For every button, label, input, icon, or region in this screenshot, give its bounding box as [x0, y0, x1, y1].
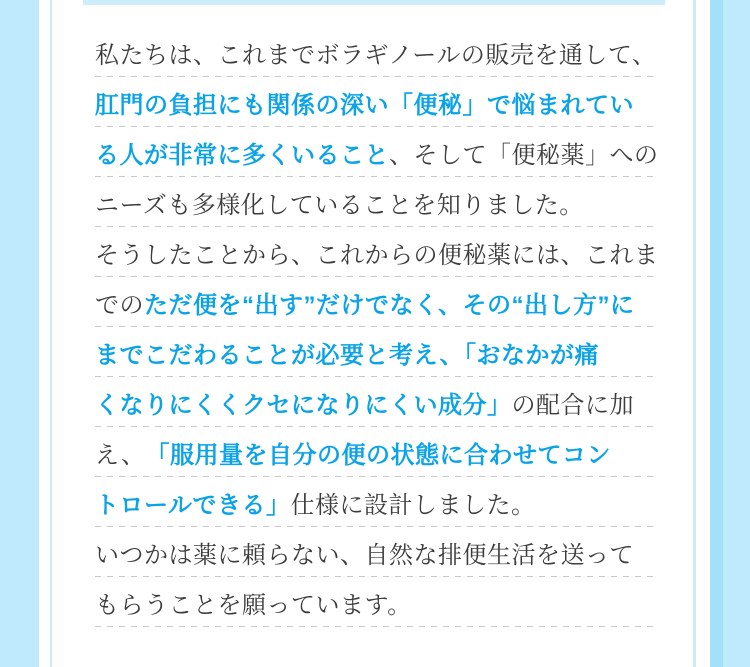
text-segment: 仕様に設計しました。 — [290, 491, 536, 519]
text-segment: トロールできる」 — [95, 491, 291, 519]
paragraph-line — [95, 427, 655, 477]
paragraph-line — [95, 277, 655, 327]
paragraph-line — [95, 77, 655, 127]
top-blue-strip — [83, 0, 665, 5]
paragraph-line — [95, 377, 655, 427]
paragraph-line — [95, 327, 655, 377]
paragraph-line — [95, 127, 659, 177]
paragraph-line — [95, 577, 655, 627]
text-segment: いつかは薬に頼らない、自然な排便生活を送って — [95, 541, 634, 569]
text-segment: ただ便を“出す”だけでなく、その“出し方”に — [144, 291, 635, 319]
paragraph-line — [95, 27, 655, 77]
right-background-stripe-light — [723, 0, 750, 667]
text-segment: での — [95, 291, 144, 319]
text-segment: え、 — [95, 441, 146, 469]
text-segment: 「服用量を自分の便の状態に合わせてコン — [145, 441, 611, 469]
left-background-stripe — [0, 0, 39, 667]
paragraph-line — [95, 477, 655, 527]
text-segment: 私たちは、これまでボラギノールの販売を通して、 — [95, 41, 657, 69]
text-segment: までこだわることが必要と考え、「おなかが痛 — [95, 341, 599, 369]
text-segment: 、そして「便秘薬」への — [389, 141, 659, 169]
text-segment: 肛門の負担にも関係の深い「便秘」で悩まれてい — [95, 91, 634, 119]
text-segment: くなりにくくクセになりにくい成分」 — [95, 391, 512, 419]
text-segment: もらうことを願っています。 — [95, 591, 412, 619]
paragraph-line — [95, 227, 659, 277]
text-block — [95, 27, 659, 627]
right-background-stripe-dark — [710, 0, 723, 667]
text-segment: ニーズも多様化していることを知りました。 — [95, 191, 584, 219]
right-background-stripe — [710, 0, 750, 667]
paragraph-line — [95, 527, 655, 577]
paragraph-line — [95, 177, 655, 227]
text-segment: そうしたことから、これからの便秘薬には、これま — [95, 241, 659, 269]
text-segment: の配合に加 — [511, 391, 634, 419]
text-segment: る人が非常に多くいること — [95, 141, 389, 169]
